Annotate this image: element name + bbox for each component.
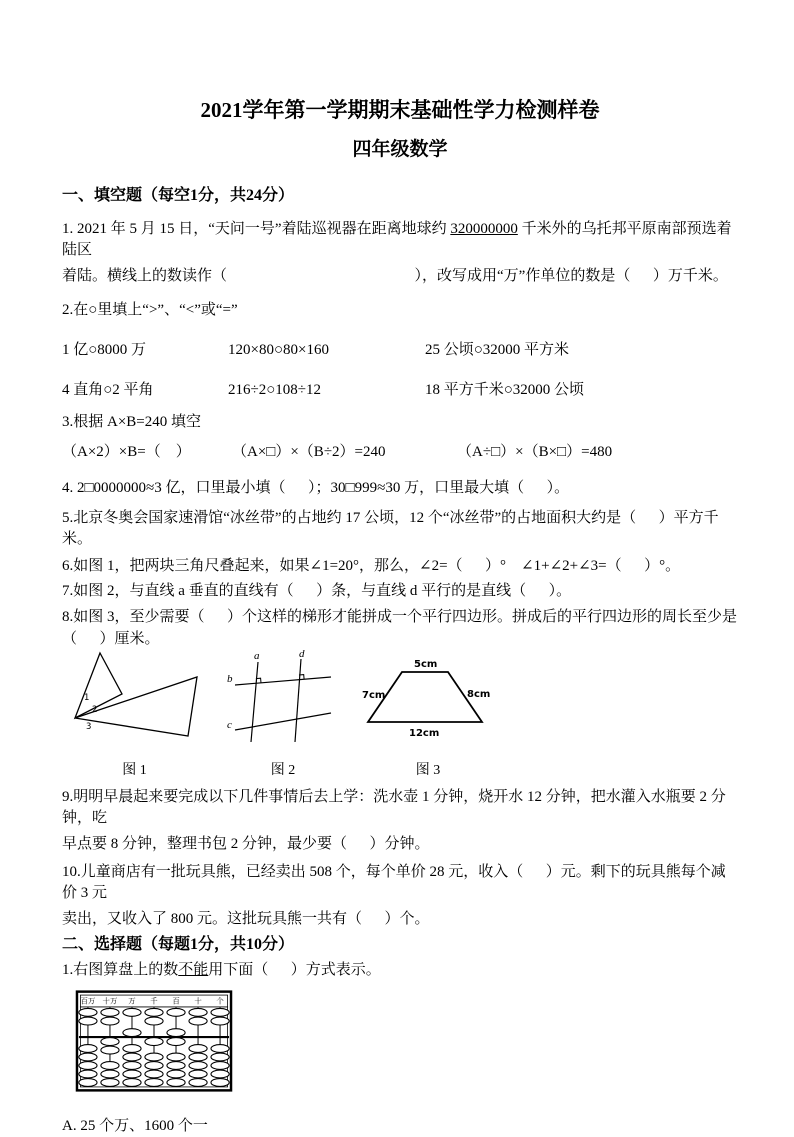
- question-8-line-2: （ ）厘米。: [62, 631, 160, 647]
- comparison-item: 25 公顷○32000 平方米: [425, 342, 570, 358]
- question-8-line-1: 8.如图 3，至少需要（ ）个这样的梯形才能拼成一个平行四边形。拼成后的平行四边形的周长至少是: [62, 609, 738, 625]
- section-2-heading: 二、选择题（每题1分，共10分）: [62, 936, 295, 953]
- triangle-ruler-1: [75, 653, 122, 718]
- figure-2-caption: 图 2: [270, 763, 296, 778]
- q1-underlined-number: 320000000: [450, 221, 518, 237]
- line-b-label: b: [227, 673, 233, 685]
- figure-1-block: [62, 650, 207, 779]
- figure-3-trapezoid: [354, 650, 502, 750]
- exam-subtitle: 四年级数学: [352, 139, 448, 160]
- figure-3-block: [354, 650, 502, 779]
- q1-text-post: 千米外的乌托邦平原南部预选着陆区: [62, 221, 732, 258]
- question-2-heading: 2.在○里填上“>”、“<”或“=”: [62, 302, 238, 318]
- right-side-label: 8cm: [467, 689, 491, 700]
- angle-1-label: 1: [84, 693, 90, 703]
- comparison-item: 216÷2○108÷12: [228, 382, 322, 398]
- question-4: 4. 2□0000000≈3 亿，口里最小填（ ）；30□999≈30 万，口里最大填（ ）。: [62, 480, 570, 496]
- angle-3-label: 3: [86, 722, 92, 732]
- abacus-column-label: 百万: [80, 996, 96, 1006]
- line-a-label: a: [254, 650, 260, 662]
- abacus-column-label: 万: [128, 996, 136, 1006]
- question-3-items: [62, 442, 738, 463]
- figure-2-lines: [227, 650, 339, 750]
- abacus-figure: [75, 989, 233, 1093]
- comparison-item: 1 亿○8000 万: [62, 342, 147, 358]
- question-5: 5.北京冬奥会国家速滑馆“冰丝带”的占地约 17 公顷，12 个“冰丝带”的占地面积大约是（ ）平方千米。: [62, 510, 719, 547]
- top-side-label: 5cm: [414, 659, 438, 670]
- abacus-column-label: 个: [216, 996, 224, 1006]
- section-1-heading: 一、填空题（每空1分，共24分）: [62, 187, 295, 204]
- line-c-label: c: [227, 719, 232, 731]
- abacus-column-label: 十万: [102, 996, 118, 1006]
- left-side-label: 7cm: [362, 690, 386, 701]
- choice-question-1: [62, 960, 738, 981]
- line-d: [295, 659, 301, 742]
- q1-text-pre: 1. 2021 年 5 月 15 日，“天问一号”着陆巡视器在距离地球约: [62, 221, 451, 237]
- question-7: 7.如图 2，与直线 a 垂直的直线有（ ）条，与直线 d 平行的是直线（ ）。: [62, 583, 572, 599]
- line-c: [235, 713, 331, 730]
- abacus-image: [75, 989, 738, 1098]
- angle-2-label: 2: [92, 705, 98, 715]
- question-3-heading: 3.根据 A×B=240 填空: [62, 414, 202, 430]
- equation-blank-item: （A×2）×B=（ ）: [62, 444, 191, 460]
- line-d-label: d: [299, 650, 305, 660]
- comparison-item: 18 平方千米○32000 公顷: [425, 382, 585, 398]
- question-9-line-2: 早点要 8 分钟，整理书包 2 分钟，最少要（ ）分钟。: [62, 836, 430, 852]
- figure-3-caption: 图 3: [415, 763, 441, 778]
- question-10-line-1: 10.儿童商店有一批玩具熊，已经卖出 508 个，每个单价 28 元，收入（ ）元。剩下的玩具熊每个减价 3 元: [62, 864, 726, 901]
- figure-2-block: [227, 650, 339, 779]
- figure-1-triangles: [62, 650, 207, 750]
- choice-option-a: A. 25 个万、1600 个一: [62, 1118, 208, 1134]
- equation-blank-item: （A÷□）×（B×□）=480: [457, 444, 613, 460]
- comparison-item: 4 直角○2 平角: [62, 382, 154, 398]
- line-a: [251, 662, 258, 742]
- abacus-column-label: 千: [150, 996, 158, 1006]
- bottom-side-label: 12cm: [409, 728, 440, 739]
- figure-1-caption: 图 1: [122, 763, 147, 778]
- comparison-item: 120×80○80×160: [228, 342, 329, 358]
- question-1-line-2: 着陆。横线上的数读作（ ），改写成用“万”作单位的数是（ ）万千米。: [62, 268, 728, 284]
- cq1-text-post: 用下面（ ）方式表示。: [208, 962, 381, 978]
- question-1-line-1: [62, 219, 738, 261]
- line-b: [235, 677, 331, 685]
- question-6: 6.如图 1，把两块三角尺叠起来，如果∠1=20°，那么，∠2=（ ）° ∠1+∠2+∠3=（ ）°。: [62, 558, 681, 574]
- question-9-line-1: 9.明明早晨起来要完成以下几件事情后去上学：洗水壶 1 分钟，烧开水 12 分钟，把水灌入水瓶要 2 分钟，吃: [62, 789, 726, 826]
- equation-blank-item: （A×□）×（B÷2）=240: [232, 444, 386, 460]
- figures-row: [62, 650, 738, 779]
- abacus-rods-and-beads: [79, 1007, 229, 1086]
- exam-title: 2021学年第一学期期末基础性学力检测样卷: [200, 98, 600, 122]
- question-2-row-2: [62, 380, 738, 401]
- cq1-text-pre: 1.右图算盘上的数: [62, 962, 179, 978]
- abacus-column-label: 百: [172, 996, 180, 1006]
- cq1-underlined-word: 不能: [178, 962, 209, 978]
- question-10-line-2: 卖出，又收入了 800 元。这批玩具熊一共有（ ）个。: [62, 911, 430, 927]
- question-2-row-1: [62, 340, 738, 361]
- abacus-column-label: 十: [194, 996, 202, 1006]
